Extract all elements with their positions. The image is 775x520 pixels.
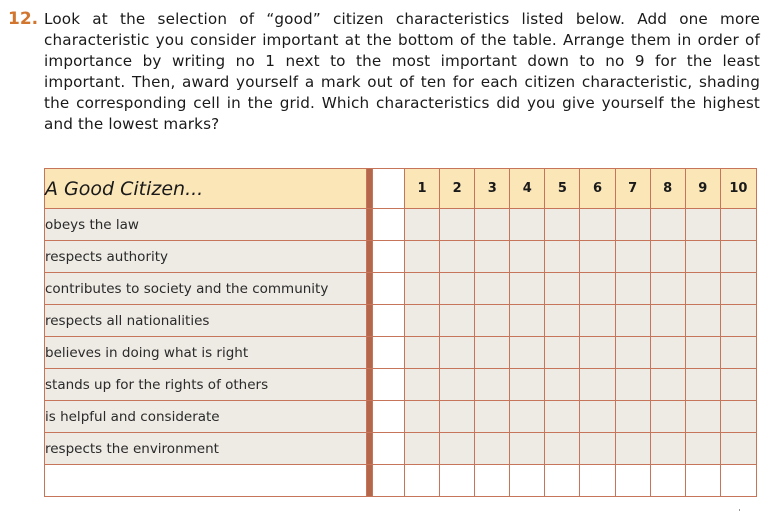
mark-cell-9[interactable]	[685, 241, 720, 273]
mark-cell-4[interactable]	[510, 209, 545, 241]
rank-cell[interactable]	[372, 369, 404, 401]
mark-cell-4[interactable]	[510, 305, 545, 337]
mark-cell-10[interactable]	[720, 305, 756, 337]
mark-cell-6[interactable]	[580, 369, 615, 401]
mark-cell-3[interactable]	[475, 369, 510, 401]
question-text: Look at the selection of “good” citizen characteristics listed below. Add one more characteristic you consider important at the bottom of the table. Arrange them in order of importance by writing no 1 next to the most important down to no 9 for the least important. Then, award yourself a mark out of ten for each citizen characteristic, shading the corresponding cell in the grid. Which characteristics did you give yourself the highest and the lowest marks?	[44, 10, 760, 133]
mark-cell-1[interactable]	[404, 465, 439, 497]
mark-cell-2[interactable]	[440, 337, 475, 369]
mark-cell-8[interactable]	[650, 433, 685, 465]
mark-cell-8[interactable]	[650, 305, 685, 337]
table-row	[45, 273, 757, 305]
mark-cell-4[interactable]	[510, 401, 545, 433]
mark-header-8: 8	[650, 169, 685, 209]
mark-cell-9[interactable]	[685, 209, 720, 241]
rank-cell[interactable]	[372, 209, 404, 241]
question-number: 12.	[8, 9, 39, 29]
mark-cell-10[interactable]	[720, 401, 756, 433]
mark-cell-7[interactable]	[615, 369, 650, 401]
rank-cell[interactable]	[372, 241, 404, 273]
mark-cell-6[interactable]	[580, 241, 615, 273]
rank-cell[interactable]	[372, 465, 404, 497]
table-title: A Good Citizen...	[45, 169, 367, 209]
mark-cell-9[interactable]	[685, 305, 720, 337]
characteristic-label: respects all nationalities	[45, 305, 367, 337]
mark-cell-5[interactable]	[545, 273, 580, 305]
mark-cell-1[interactable]	[404, 369, 439, 401]
mark-cell-8[interactable]	[650, 241, 685, 273]
table-row	[45, 337, 757, 369]
mark-cell-4[interactable]	[510, 369, 545, 401]
mark-cell-10[interactable]	[720, 209, 756, 241]
mark-cell-7[interactable]	[615, 401, 650, 433]
mark-header-1: 1	[404, 169, 439, 209]
mark-cell-7[interactable]	[615, 465, 650, 497]
mark-cell-2[interactable]	[440, 401, 475, 433]
mark-cell-10[interactable]	[720, 465, 756, 497]
mark-cell-6[interactable]	[580, 209, 615, 241]
mark-header-2: 2	[440, 169, 475, 209]
mark-cell-7[interactable]	[615, 433, 650, 465]
mark-header-4: 4	[510, 169, 545, 209]
mark-cell-2[interactable]	[440, 209, 475, 241]
mark-cell-5[interactable]	[545, 369, 580, 401]
mark-cell-3[interactable]	[475, 209, 510, 241]
mark-cell-6[interactable]	[580, 465, 615, 497]
mark-cell-3[interactable]	[475, 465, 510, 497]
characteristic-label: respects authority	[45, 241, 367, 273]
mark-cell-1[interactable]	[404, 209, 439, 241]
mark-cell-4[interactable]	[510, 273, 545, 305]
rank-cell[interactable]	[372, 433, 404, 465]
mark-cell-10[interactable]	[720, 369, 756, 401]
table-row	[45, 465, 757, 497]
mark-cell-6[interactable]	[580, 273, 615, 305]
characteristic-label: respects the environment	[45, 433, 367, 465]
mark-cell-8[interactable]	[650, 337, 685, 369]
table-row	[45, 369, 757, 401]
table-row	[45, 209, 757, 241]
mark-cell-9[interactable]	[685, 337, 720, 369]
mark-cell-5[interactable]	[545, 433, 580, 465]
rank-header-cell	[372, 169, 404, 209]
mark-cell-7[interactable]	[615, 273, 650, 305]
characteristic-label: believes in doing what is right	[45, 337, 367, 369]
mark-cell-1[interactable]	[404, 241, 439, 273]
mark-cell-2[interactable]	[440, 465, 475, 497]
mark-cell-4[interactable]	[510, 465, 545, 497]
mark-cell-1[interactable]	[404, 305, 439, 337]
mark-cell-3[interactable]	[475, 305, 510, 337]
citizen-grid	[44, 168, 757, 497]
characteristic-label: stands up for the rights of others	[45, 369, 367, 401]
mark-cell-9[interactable]	[685, 273, 720, 305]
mark-cell-7[interactable]	[615, 337, 650, 369]
characteristic-label: contributes to society and the community	[45, 273, 367, 305]
rank-cell[interactable]	[372, 337, 404, 369]
question-block	[8, 9, 760, 135]
custom-characteristic-field[interactable]	[45, 465, 367, 497]
mark-cell-6[interactable]	[580, 433, 615, 465]
mark-cell-7[interactable]	[615, 209, 650, 241]
mark-header-6: 6	[580, 169, 615, 209]
table-row	[45, 433, 757, 465]
rank-cell[interactable]	[372, 401, 404, 433]
mark-cell-8[interactable]	[650, 209, 685, 241]
mark-cell-2[interactable]	[440, 369, 475, 401]
mark-cell-10[interactable]	[720, 273, 756, 305]
mark-cell-3[interactable]	[475, 433, 510, 465]
mark-header-5: 5	[545, 169, 580, 209]
mark-header-10: 10	[720, 169, 756, 209]
mark-cell-6[interactable]	[580, 401, 615, 433]
rank-cell[interactable]	[372, 305, 404, 337]
mark-cell-7[interactable]	[615, 305, 650, 337]
mark-cell-3[interactable]	[475, 241, 510, 273]
mark-cell-5[interactable]	[545, 209, 580, 241]
header-row	[45, 169, 757, 209]
mark-cell-3[interactable]	[475, 337, 510, 369]
mark-cell-1[interactable]	[404, 433, 439, 465]
mark-cell-1[interactable]	[404, 401, 439, 433]
table-row	[45, 401, 757, 433]
mark-cell-8[interactable]	[650, 401, 685, 433]
mark-cell-1[interactable]	[404, 337, 439, 369]
mark-cell-2[interactable]	[440, 305, 475, 337]
mark-header-7: 7	[615, 169, 650, 209]
mark-cell-9[interactable]	[685, 465, 720, 497]
mark-cell-2[interactable]	[440, 433, 475, 465]
mark-cell-5[interactable]	[545, 465, 580, 497]
mark-header-9: 9	[685, 169, 720, 209]
rank-cell[interactable]	[372, 273, 404, 305]
mark-cell-8[interactable]	[650, 273, 685, 305]
characteristic-label: is helpful and considerate	[45, 401, 367, 433]
mark-cell-10[interactable]	[720, 241, 756, 273]
mark-cell-10[interactable]	[720, 433, 756, 465]
mark-cell-6[interactable]	[580, 305, 615, 337]
mark-cell-5[interactable]	[545, 305, 580, 337]
mark-cell-5[interactable]	[545, 337, 580, 369]
mark-cell-3[interactable]	[475, 401, 510, 433]
mark-cell-1[interactable]	[404, 273, 439, 305]
mark-cell-4[interactable]	[510, 241, 545, 273]
mark-cell-2[interactable]	[440, 241, 475, 273]
mark-cell-7[interactable]	[615, 241, 650, 273]
mark-cell-9[interactable]	[685, 433, 720, 465]
mark-cell-9[interactable]	[685, 401, 720, 433]
mark-cell-6[interactable]	[580, 337, 615, 369]
table-row	[45, 241, 757, 273]
mark-cell-10[interactable]	[720, 337, 756, 369]
characteristic-label: obeys the law	[45, 209, 367, 241]
mark-cell-8[interactable]	[650, 369, 685, 401]
mark-cell-3[interactable]	[475, 273, 510, 305]
page-corner-mark: ˙	[737, 509, 742, 520]
mark-cell-4[interactable]	[510, 433, 545, 465]
mark-cell-8[interactable]	[650, 465, 685, 497]
mark-cell-9[interactable]	[685, 369, 720, 401]
table-row	[45, 305, 757, 337]
mark-cell-2[interactable]	[440, 273, 475, 305]
mark-cell-5[interactable]	[545, 401, 580, 433]
mark-cell-5[interactable]	[545, 241, 580, 273]
mark-cell-4[interactable]	[510, 337, 545, 369]
mark-header-3: 3	[475, 169, 510, 209]
